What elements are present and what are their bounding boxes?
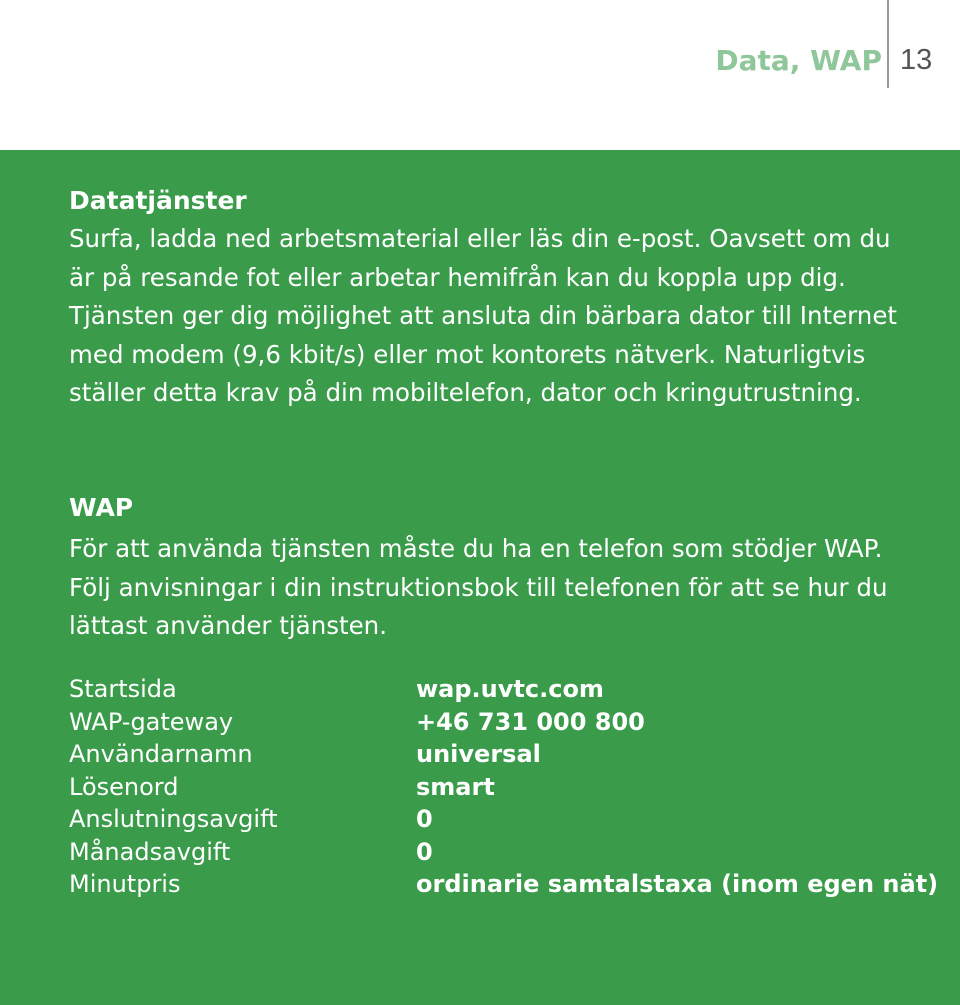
settings-row-losenord xyxy=(69,771,938,804)
settings-label: WAP-gateway xyxy=(69,707,234,736)
settings-row-startsida xyxy=(69,673,938,706)
page-divider xyxy=(887,0,889,88)
settings-value: universal xyxy=(416,740,541,769)
content-panel xyxy=(0,150,960,1005)
wap-paragraph: För att använda tjänsten måste du ha en telefon som stödjer WAP. Följ anvisningar i din instruktionsbok till telefonen för att se hur du lättast använder tjänsten. xyxy=(69,534,888,640)
settings-row-manadsavgift xyxy=(69,836,938,869)
settings-label: Användarnamn xyxy=(69,740,253,769)
settings-label: Minutpris xyxy=(69,870,181,899)
settings-label: Månadsavgift xyxy=(69,837,231,866)
settings-value: 0 xyxy=(416,837,433,866)
settings-row-anvandarnamn xyxy=(69,738,938,771)
datatjanster-paragraph: Surfa, ladda ned arbetsmaterial eller läs din e-post. Oavsett om du är på resande fot eller arbetar hemifrån kan du koppla upp dig. Tjänsten ger dig möjlighet att ansluta din bärbara dator till Internet med modem (9,6 kbit/s) eller mot kontorets nätverk. Naturligtvis ställer detta krav på din mobiltelefon, dator och kringutrustning. xyxy=(69,224,898,407)
settings-value: ordinarie samtalstaxa (inom egen nät) xyxy=(416,870,939,899)
settings-table xyxy=(69,673,938,901)
settings-value: 0 xyxy=(416,805,433,834)
settings-value: smart xyxy=(416,772,495,801)
settings-label: Startsida xyxy=(69,675,177,704)
settings-value: wap.uvtc.com xyxy=(416,675,604,704)
settings-row-wap-gateway xyxy=(69,706,938,739)
settings-label: Anslutningsavgift xyxy=(69,805,278,834)
settings-row-minutpris xyxy=(69,868,938,901)
wap-heading: WAP xyxy=(69,493,134,522)
running-title: Data, WAP xyxy=(715,44,882,77)
datatjanster-heading: Datatjänster xyxy=(69,186,247,215)
page-number: 13 xyxy=(900,44,933,76)
settings-value: +46 731 000 800 xyxy=(416,707,645,736)
settings-row-anslutningsavgift xyxy=(69,803,938,836)
page-header xyxy=(0,0,960,150)
settings-label: Lösenord xyxy=(69,772,179,801)
